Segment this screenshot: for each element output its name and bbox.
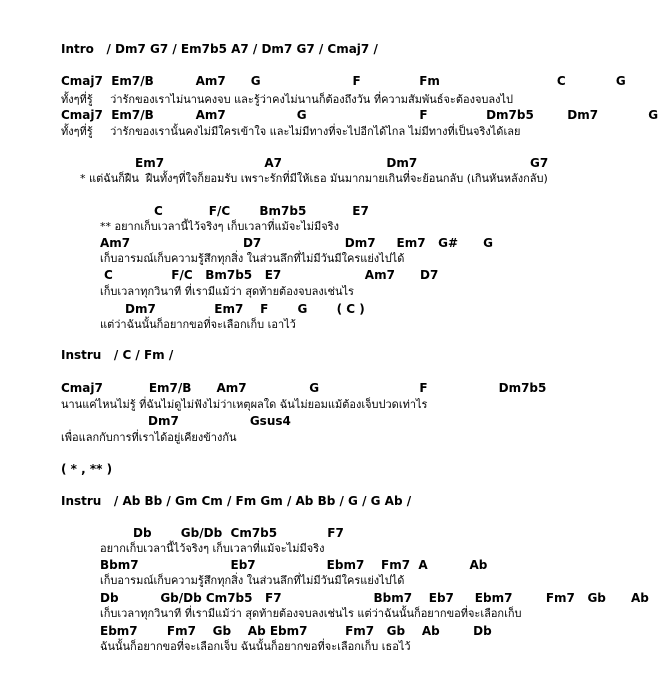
chord-line: Bbm7 Eb7 Ebm7 Fm7 A Ab (100, 558, 488, 572)
chord-line: Dm7 Em7 F G ( C ) (125, 302, 365, 316)
lyric-line: ทั้งๆที่รู้ ว่ารักของเราไม่นานคงจบ และรู้ว่าคงไม่นานก็ต้องถึงวัน ที่ความสัมพันธ์จะต้องจบลงไป (61, 93, 514, 106)
lyric-line: ทั้งๆที่รู้ ว่ารักของเรานั้นคงไม่มีใครเข้าใจ และไม่มีทางที่จะไปอีกได้ไกล ไม่มีทางที่เป็นจริงได้เลย (61, 125, 521, 138)
lyric-line: เก็บเวลาทุกวินาที ที่เรามีแม้ว่า สุดท้ายต้องจบลงเช่นไร แต่ว่าฉันนั้นก็อยากขอที่จะเลือกเก็บ (100, 607, 522, 620)
lyric-line: เพื่อแลกกับการที่เราได้อยู่เคียงข้างกัน (61, 431, 237, 444)
chord-line: Db Gb/Db Cm7b5 F7 (133, 526, 344, 540)
lyric-line: ฉันนั้นก็อยากขอที่จะเลือกเจ็บ ฉันนั้นก็อยากขอที่จะเลือกเก็บ เธอไว้ (100, 640, 411, 653)
intro-line: Intro / Dm7 G7 / Em7b5 A7 / Dm7 G7 / Cmaj7 / (61, 42, 378, 56)
lyric-line: เก็บเวลาทุกวินาที ที่เรามีแม้ว่า สุดท้ายต้องจบลงเช่นไร (100, 285, 354, 298)
lyric-line: แต่ว่าฉันนั้นก็อยากขอที่จะเลือกเก็บ เอาไว้ (100, 318, 296, 331)
lyric-line: * แต่ฉันก็ฝืน ฝืนทั้งๆที่ใจก็ยอมรับ เพราะรักที่มีให้เธอ มันมากมายเกินที่จะย้อนกลับ (เกินหันหลังกลับ) (80, 172, 548, 185)
lyric-line: ** อยากเก็บเวลานี้ไว้จริงๆ เก็บเวลาที่แม้จะไม่มีจริง (100, 220, 339, 233)
instru-line: Instru / Ab Bb / Gm Cm / Fm Gm / Ab Bb / G / G Ab / (61, 494, 412, 508)
chord-line: Em7 A7 Dm7 G7 (135, 156, 549, 170)
repeat-marker: ( * , ** ) (61, 462, 113, 476)
chord-line: Db Gb/Db Cm7b5 F7 Bbm7 Eb7 Ebm7 Fm7 Gb Ab (100, 591, 649, 605)
lyric-line: เก็บอารมณ์เก็บความรู้สึกทุกสิ่ง ในส่วนลึกที่ไม่มีวันมีใครแย่งไปได้ (100, 252, 405, 265)
chord-line: Ebm7 Fm7 Gb Ab Ebm7 Fm7 Gb Ab Db (100, 624, 492, 638)
chord-line: Dm7 Gsus4 (148, 414, 291, 428)
lyric-line: เก็บอารมณ์เก็บความรู้สึกทุกสิ่ง ในส่วนลึกที่ไม่มีวันมีใครแย่งไปได้ (100, 574, 405, 587)
lyric-line: อยากเก็บเวลานี้ไว้จริงๆ เก็บเวลาที่แม้จะไม่มีจริง (100, 542, 325, 555)
chord-line: Cmaj7 Em7/B Am7 G F Dm7b5 Dm7 G (61, 108, 659, 122)
chord-line: C F/C Bm7b5 E7 Am7 D7 (104, 268, 439, 282)
instru-line: Instru / C / Fm / (61, 348, 174, 362)
lyric-line: นานแค่ไหนไม่รู้ ที่ฉันไม่ดูไม่ฟังไม่ว่าเหตุผลใด ฉันไม่ยอมแม้ต้องเจ็บปวดเท่าไร (61, 398, 428, 411)
chord-line: Am7 D7 Dm7 Em7 G# G (100, 236, 493, 250)
chord-line: C F/C Bm7b5 E7 (154, 204, 369, 218)
chord-line: Cmaj7 Em7/B Am7 G F Fm C G (61, 74, 626, 88)
chord-line: Cmaj7 Em7/B Am7 G F Dm7b5 (61, 381, 547, 395)
